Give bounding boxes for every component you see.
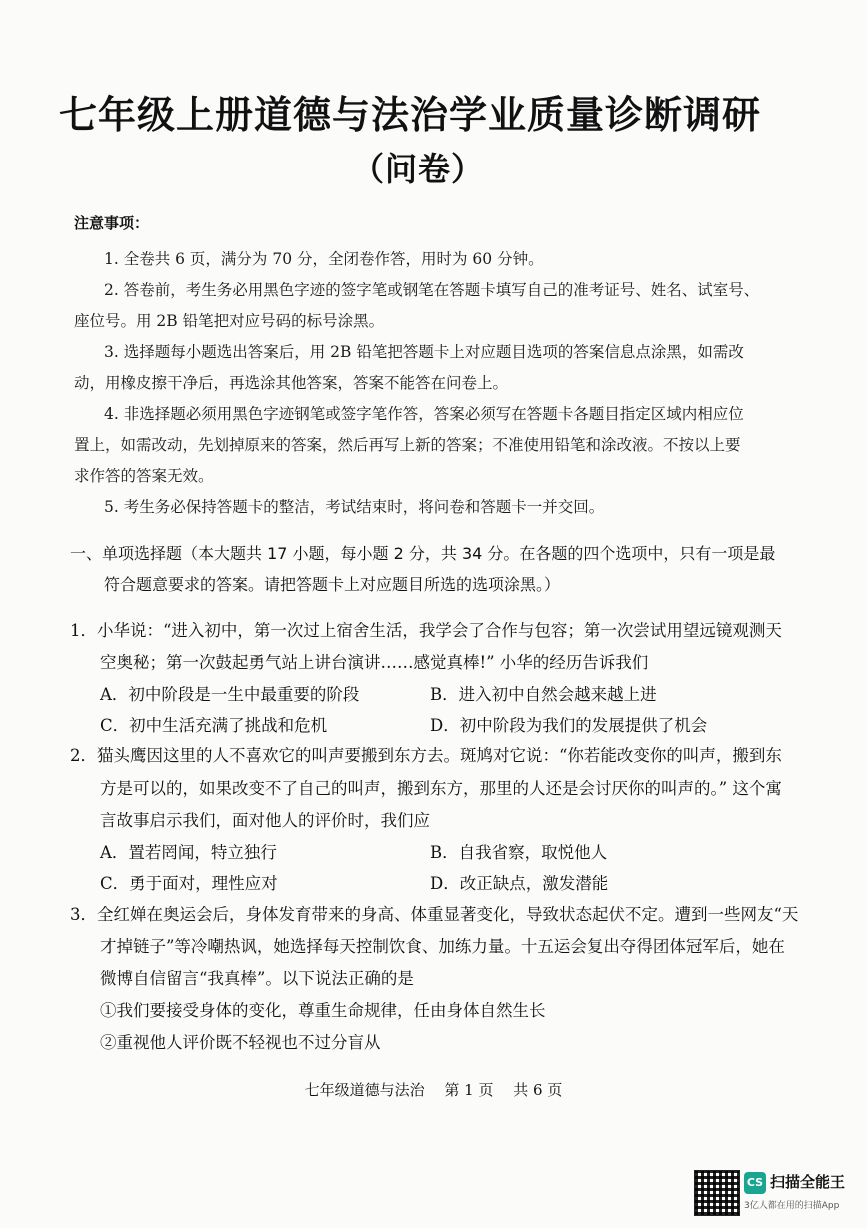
exam-subtitle: （问卷） <box>351 150 484 188</box>
notice-line: 置上，如需改动，先划掉原来的答案，然后再写上新的答案；不准使用铅笔和涂改液。不按以上要 <box>74 436 741 454</box>
question-2-stem: 方是可以的，如果改变不了自己的叫声，搬到东方，那里的人还是会讨厌你的叫声的。” 这个寓 <box>100 779 782 798</box>
notice-heading: 注意事项： <box>74 214 150 232</box>
question-2-option-c: C．勇于面对，理性应对 <box>100 874 278 893</box>
notice-line: 座位号。用 2B 铅笔把对应号码的标号涂黑。 <box>74 312 385 330</box>
question-1-option-a: A．初中阶段是一生中最重要的阶段 <box>100 685 360 704</box>
camscanner-tagline: 3亿人都在用的扫描App <box>744 1201 840 1211</box>
page-footer: 七年级道德与法治 第 1 页 共 6 页 <box>304 1081 563 1099</box>
notice-line: 1. 全卷共 6 页，满分为 70 分，全闭卷作答，用时为 60 分钟。 <box>104 250 544 268</box>
section-heading: 一、单项选择题（本大题共 17 小题，每小题 2 分，共 34 分。在各题的四个选项中，只有一项是最 <box>70 544 776 563</box>
question-3-statement-1: ①我们要接受身体的变化，尊重生命规律，任由身体自然生长 <box>100 1001 546 1020</box>
section-heading-cont: 符合题意要求的答案。请把答题卡上对应题目所选的选项涂黑。） <box>104 575 561 594</box>
camscanner-name: 扫描全能王 <box>770 1173 846 1191</box>
question-2-stem: 2．猫头鹰因这里的人不喜欢它的叫声要搬到东方去。斑鸠对它说：“你若能改变你的叫声，搬到东 <box>70 746 782 765</box>
question-1-option-c: C．初中生活充满了挑战和危机 <box>100 716 328 735</box>
camscanner-watermark <box>694 1170 852 1216</box>
question-2-option-b: B．自我省察，取悦他人 <box>430 843 608 862</box>
question-1-option-d: D．初中阶段为我们的发展提供了机会 <box>430 716 708 735</box>
notice-line: 求作答的答案无效。 <box>74 467 214 485</box>
question-1-option-b: B．进入初中自然会越来越上进 <box>430 685 657 704</box>
question-2-option-d: D．改正缺点，激发潜能 <box>430 874 609 893</box>
camscanner-logo-icon: CS <box>744 1172 766 1194</box>
question-1-stem: 空奥秘；第一次鼓起勇气站上讲台演讲……感觉真棒!” 小华的经历告诉我们 <box>100 653 649 672</box>
question-3-stem: 才掉链子”等冷嘲热讽，她选择每天控制饮食、加练力量。十五运会复出夺得团体冠军后，她在 <box>100 937 785 956</box>
question-3-stem: 3．全红婵在奥运会后，身体发育带来的身高、体重显著变化，导致状态起伏不定。遭到一些网友“天 <box>70 905 799 924</box>
question-2-stem: 言故事启示我们，面对他人的评价时，我们应 <box>100 811 430 830</box>
question-3-stem: 微博自信留言“我真棒”。以下说法正确的是 <box>100 969 414 988</box>
notice-line: 5. 考生务必保持答题卡的整洁，考试结束时，将问卷和答题卡一并交回。 <box>104 498 605 516</box>
notice-line: 2. 答卷前，考生务必用黑色字迹的签字笔或钢笔在答题卡填写自己的准考证号、姓名、试室号、 <box>104 281 760 299</box>
notice-line: 动，用橡皮擦干净后，再选涂其他答案，答案不能答在问卷上。 <box>74 374 509 392</box>
question-1-stem: 1．小华说：“进入初中，第一次过上宿舍生活，我学会了合作与包容；第一次尝试用望远镜观测天 <box>70 621 782 640</box>
exam-title: 七年级上册道德与法治学业质量诊断调研 <box>58 93 761 137</box>
question-2-option-a: A．置若罔闻，特立独行 <box>100 843 277 862</box>
qr-code-icon <box>694 1170 740 1216</box>
notice-line: 3. 选择题每小题选出答案后，用 2B 铅笔把答题卡上对应题目选项的答案信息点涂黑，如需改 <box>104 343 744 361</box>
notice-line: 4. 非选择题必须用黑色字迹钢笔或签字笔作答，答案必须写在答题卡各题目指定区域内相应位 <box>104 405 744 423</box>
question-3-statement-2: ②重视他人评价既不轻视也不过分盲从 <box>100 1033 381 1052</box>
